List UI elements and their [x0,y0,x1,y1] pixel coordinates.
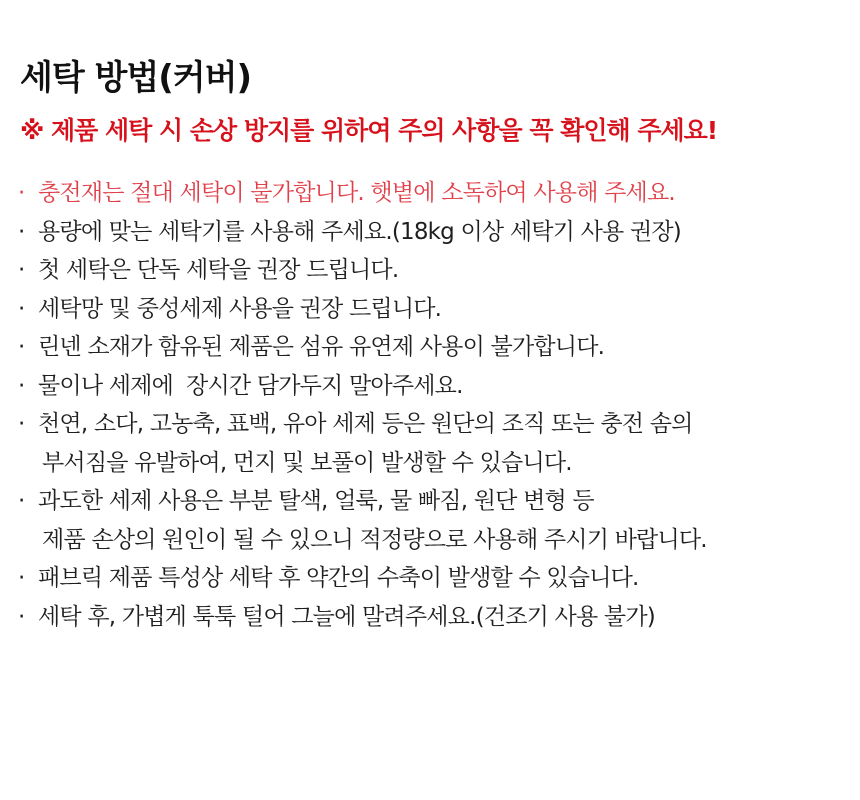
list-item-text: 물이나 세제에 장시간 담가두지 말아주세요. [38,372,463,399]
bullet-dot: · [18,334,25,360]
list-item-text: 과도한 세제 사용은 부분 탈색, 얼룩, 물 빠짐, 원단 변형 등 [38,488,594,514]
list-item [18,559,854,598]
list-item-text: 린넨 소재가 함유된 제품은 섬유 유연제 사용이 불가합니다. [38,334,605,360]
list-item-text: 세탁망 및 중성세제 사용을 권장 드립니다. [38,295,442,322]
list-item [18,290,854,329]
bullet-dot: · [18,565,25,591]
list-item-text: 충전재는 절대 세탁이 불가합니다. 햇볕에 소독하여 사용해 주세요. [38,180,675,206]
bullet-dot: · [18,372,25,399]
list-item [18,482,854,559]
list-item-text: 세탁 후, 가볍게 툭툭 털어 그늘에 말려주세요.(건조기 사용 불가) [38,603,655,630]
bullet-dot: · [18,411,25,437]
list-item-text: 천연, 소다, 고농축, 표백, 유아 세제 등은 원단의 조직 또는 충전 솜의 [38,411,693,437]
list-item [18,598,854,637]
list-item-text: 첫 세탁은 단독 세탁을 권장 드립니다. [38,257,399,283]
bullet-dot: · [18,488,25,514]
care-instructions-list [18,174,854,636]
list-item-text: 용량에 맞는 세탁기를 사용해 주세요.(18kg 이상 세탁기 사용 권장) [38,218,681,245]
page-title: 세탁 방법(커버) [20,58,251,98]
bullet-dot: · [18,257,25,283]
warning-notice: ※ 제품 세탁 시 손상 방지를 위하여 주의 사항을 꼭 확인해 주세요! [20,116,718,145]
bullet-dot: · [18,218,25,245]
bullet-dot: · [18,603,25,630]
list-item [18,174,854,213]
list-item-text-continued: 제품 손상의 원인이 될 수 있으니 적정량으로 사용해 주시기 바랍니다. [42,526,707,553]
list-item [18,251,854,290]
bullet-dot: · [18,180,25,206]
list-item [18,367,854,406]
list-item [18,405,854,482]
list-item-text: 패브릭 제품 특성상 세탁 후 약간의 수축이 발생할 수 있습니다. [38,565,639,591]
list-item-text-continued: 부서짐을 유발하여, 먼지 및 보풀이 발생할 수 있습니다. [42,449,572,476]
bullet-dot: · [18,295,25,322]
list-item [18,213,854,252]
list-item [18,328,854,367]
